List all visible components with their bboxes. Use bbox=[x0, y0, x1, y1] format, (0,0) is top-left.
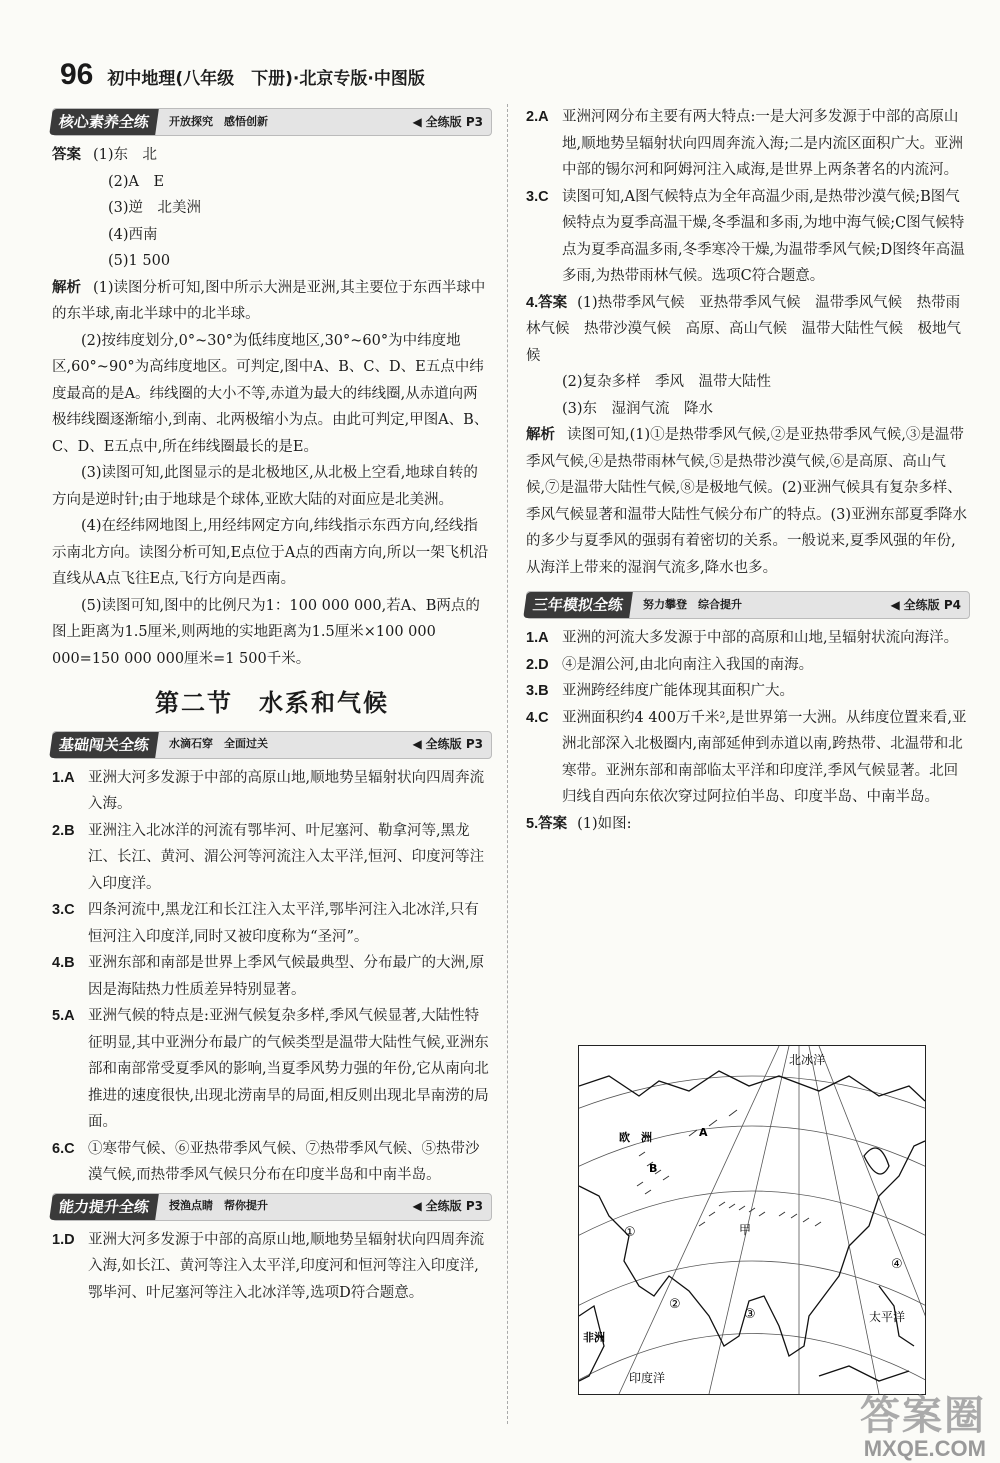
pointer-icon: ◀ bbox=[412, 1199, 422, 1214]
explanation-p1: 解析 (1)读图分析可知,图中所示大洲是亚洲,其主要位于东西半球中的东半球,南北半球中的北半球。 bbox=[52, 279, 486, 322]
question-item: 6.C ①寒带气候、⑥亚热带季风气候、⑦热带季风气候、⑤热带沙漠气候,而热带季风气候只分布在印度半岛和中南半岛。 bbox=[52, 1140, 480, 1183]
page-number: 96 bbox=[60, 58, 94, 91]
banner-ref: ◀ 全练版 P4 bbox=[890, 597, 961, 612]
explanation-p4: (4)在经纬网地图上,用经纬网定方向,纬线指示东西方向,经线指示南北方向。读图分析可知,E点位于A点的西南方向,所以一架飞机沿直线从A点飞往E点,飞行方向是西南。 bbox=[52, 518, 489, 587]
marker-b: B bbox=[649, 1162, 658, 1175]
section-banner-mock bbox=[526, 591, 970, 619]
explanation-p3: (3)读图可知,此图显示的是北极地区,从北极上空看,地球自转的方向是逆时针;由于地球是个球体,亚欧大陆的对面应是北美洲。 bbox=[52, 465, 478, 508]
answer-item: (3)逆 北美洲 bbox=[108, 200, 202, 216]
answer-item: (4)西南 bbox=[108, 226, 158, 243]
column-divider bbox=[507, 104, 508, 1424]
q5-answer: 5.答案 (1)如图: bbox=[526, 815, 632, 832]
section-banner-ability bbox=[52, 1193, 492, 1221]
banner-subtitle: 开放探究 感悟创新 bbox=[169, 114, 269, 128]
climate-hatching bbox=[637, 1110, 821, 1226]
answer-line: 答案 (1)东 北 bbox=[52, 147, 158, 163]
question-item: 3.C 读图可知,A图气候特点为全年高温少雨,是热带沙漠气候;B图气候特点为夏季高温干燥,冬季温和多雨,为地中海气候;C图气候特点为夏季高温多雨,冬季寒冷干燥,为温带季风气候;D图终年高温多雨,为热带雨林气候。选项C符合题意。 bbox=[526, 188, 965, 284]
label-indian-ocean: 印度洋 bbox=[629, 1371, 666, 1385]
question-item: 3.C 四条河流中,黑龙江和长江注入太平洋,鄂毕河注入北冰洋,只有恒河注入印度洋,同时又被印度称为“圣河”。 bbox=[52, 902, 479, 945]
explanation-p5: (5)读图可知,图中的比例尺为1：100 000 000,若A、B两点的图上距离为1.5厘米,则两地的实地距离为1.5厘米×100 000 000=150 000 000厘米=1 500千米。 bbox=[52, 597, 480, 667]
banner-ref: ◀ 全练版 P3 bbox=[412, 737, 483, 752]
q4-explanation: 解析 读图可知,(1)①是热带季风气候,②是亚热带季风气候,③是温带季风气候,④是热带雨林气候,⑤是热带沙漠气候,⑥是高原、高山气候,⑦是温带大陆性气候,⑧是极地气候。(2)亚洲气候具有复杂多样、季风气候显著和温带大陆性气候分布广的特点。(3)亚洲东部夏季降水的多少与夏季风的强弱有着密切的关系。一般说来,夏季风强的年份,从海洋上带来的湿润气流多,降水也多。 bbox=[526, 427, 968, 576]
graticule bbox=[579, 1046, 925, 1394]
pointer-icon: ◀ bbox=[890, 597, 900, 612]
marker-4: ④ bbox=[891, 1257, 903, 1272]
book-title: 初中地理(八年级 下册)·北京专版·中图版 bbox=[107, 69, 425, 89]
label-africa: 非洲 bbox=[583, 1331, 605, 1344]
banner-subtitle: 水滴石穿 全面过关 bbox=[169, 737, 269, 751]
banner-subtitle: 努力攀登 综合提升 bbox=[643, 597, 743, 611]
question-item: 1.D 亚洲大河多发源于中部的高原山地,顺地势呈辐射状向四周奔流入海,如长江、黄河等注入太平洋,印度河和恒河等注入印度洋,鄂毕河、叶尼塞河等注入北冰洋等,选项D符合题意。 bbox=[52, 1231, 485, 1301]
explanation-p2: (2)按纬度划分,0°~30°为低纬度地区,30°~60°为中纬度地区,60°~90°为高纬度地区。可判定,图中A、B、C、D、E五点中纬度最高的是A。纬线圈的大小不等,赤道为最大的纬线圈,从赤道向两极纬线圈逐渐缩小,到南、北两极缩小为点。由此可判定,甲图A、B、C、D、E五点中,所在纬线圈最长的是E。 bbox=[52, 332, 489, 455]
question-item: 1.A 亚洲的河流大多发源于中部的高原和山地,呈辐射状流向海洋。 bbox=[526, 630, 959, 646]
pointer-icon: ◀ bbox=[412, 114, 422, 129]
banner-title: 能力提升全练 bbox=[49, 1194, 159, 1220]
question-item: 2.A 亚洲河网分布主要有两大特点:一是大河多发源于中部的高原山地,顺地势呈辐射状向四周奔流入海;二是内流区面积广大。亚洲中部的锡尔河和阿姆河注入咸海,是世界上两条著名的内流河。 bbox=[526, 109, 963, 178]
banner-ref: ◀ 全练版 P3 bbox=[412, 114, 483, 129]
question-item: 4.C 亚洲面积约4 400万千米²,是世界第一大洲。从纬度位置来看,亚洲北部深入北极圈内,南部延伸到赤道以南,跨热带、北温带和北寒带。亚洲东部和南部临太平洋和印度洋,季风气候显著。北回归线自西向东依次穿过阿拉伯半岛、印度半岛、中南半岛。 bbox=[526, 709, 967, 805]
question-item: 2.D ④是湄公河,由北向南注入我国的南海。 bbox=[526, 656, 814, 673]
question-item: 5.A 亚洲气候的特点是:亚洲气候复杂多样,季风气候显著,大陆性特征明显,其中亚洲分布最广的气候类型是温带大陆性气候,亚洲东部和南部常受夏季风的影响,当夏季风势力强的年份,它从南向北推进的速度很快,出现北涝南旱的局面,相反则出现北旱南涝的局面。 bbox=[52, 1008, 489, 1130]
right-column bbox=[526, 104, 970, 837]
watermark-url: MXQE.COM bbox=[863, 1436, 986, 1461]
section-banner-core bbox=[52, 108, 492, 136]
asia-climate-map bbox=[578, 1045, 926, 1395]
answer-item: (2)A E bbox=[108, 173, 165, 190]
section-banner-basic bbox=[52, 731, 492, 759]
marker-3: ③ bbox=[744, 1307, 756, 1322]
marker-a: A bbox=[699, 1126, 708, 1139]
map-svg bbox=[579, 1046, 925, 1394]
banner-subtitle: 授渔点睛 帮你提升 bbox=[169, 1199, 269, 1213]
watermark bbox=[860, 1395, 986, 1461]
question-item: 4.B 亚洲东部和南部是世界上季风气候最典型、分布最广的大洲,原因是海陆热力性质差异特别显著。 bbox=[52, 955, 485, 998]
label-europe: 欧 洲 bbox=[619, 1131, 652, 1144]
question-item: 2.B 亚洲注入北冰洋的河流有鄂毕河、叶尼塞河、勒拿河等,黑龙江、长江、黄河、湄公河等河流注入太平洋,恒河、印度河等注入印度洋。 bbox=[52, 822, 485, 892]
q4-answer: 4.答案 (1)热带季风气候 亚热带季风气候 温带季风气候 热带雨林气候 热带沙漠气候 高原、高山气候 温带大陆性气候 极地气候 bbox=[526, 294, 961, 364]
marker-2: ② bbox=[669, 1297, 681, 1312]
left-column bbox=[52, 104, 492, 1306]
section-title: 第二节 水系和气候 bbox=[155, 689, 389, 717]
label-jia: 甲 bbox=[739, 1223, 752, 1237]
q4-answer-2: (2)复杂多样 季风 温带大陆性 bbox=[562, 374, 772, 390]
pointer-icon: ◀ bbox=[412, 737, 422, 752]
answer-item: (5)1 500 bbox=[108, 253, 171, 269]
q4-answer-3: (3)东 湿润气流 降水 bbox=[562, 400, 714, 417]
page-header bbox=[60, 58, 425, 98]
banner-title: 核心素养全练 bbox=[49, 109, 159, 135]
banner-ref: ◀ 全练版 P3 bbox=[412, 1199, 483, 1214]
marker-1: ① bbox=[624, 1225, 636, 1240]
label-pacific: 太平洋 bbox=[869, 1310, 906, 1324]
question-item: 3.B 亚洲跨经纬度广能体现其面积广大。 bbox=[526, 683, 794, 699]
label-arctic-ocean: 北冰洋 bbox=[789, 1053, 826, 1067]
watermark-brand: 答案圈 bbox=[860, 1394, 986, 1438]
question-item: 1.A 亚洲大河多发源于中部的高原山地,顺地势呈辐射状向四周奔流入海。 bbox=[52, 769, 485, 812]
banner-title: 三年模拟全练 bbox=[523, 592, 633, 618]
banner-title: 基础闯关全练 bbox=[49, 732, 159, 758]
